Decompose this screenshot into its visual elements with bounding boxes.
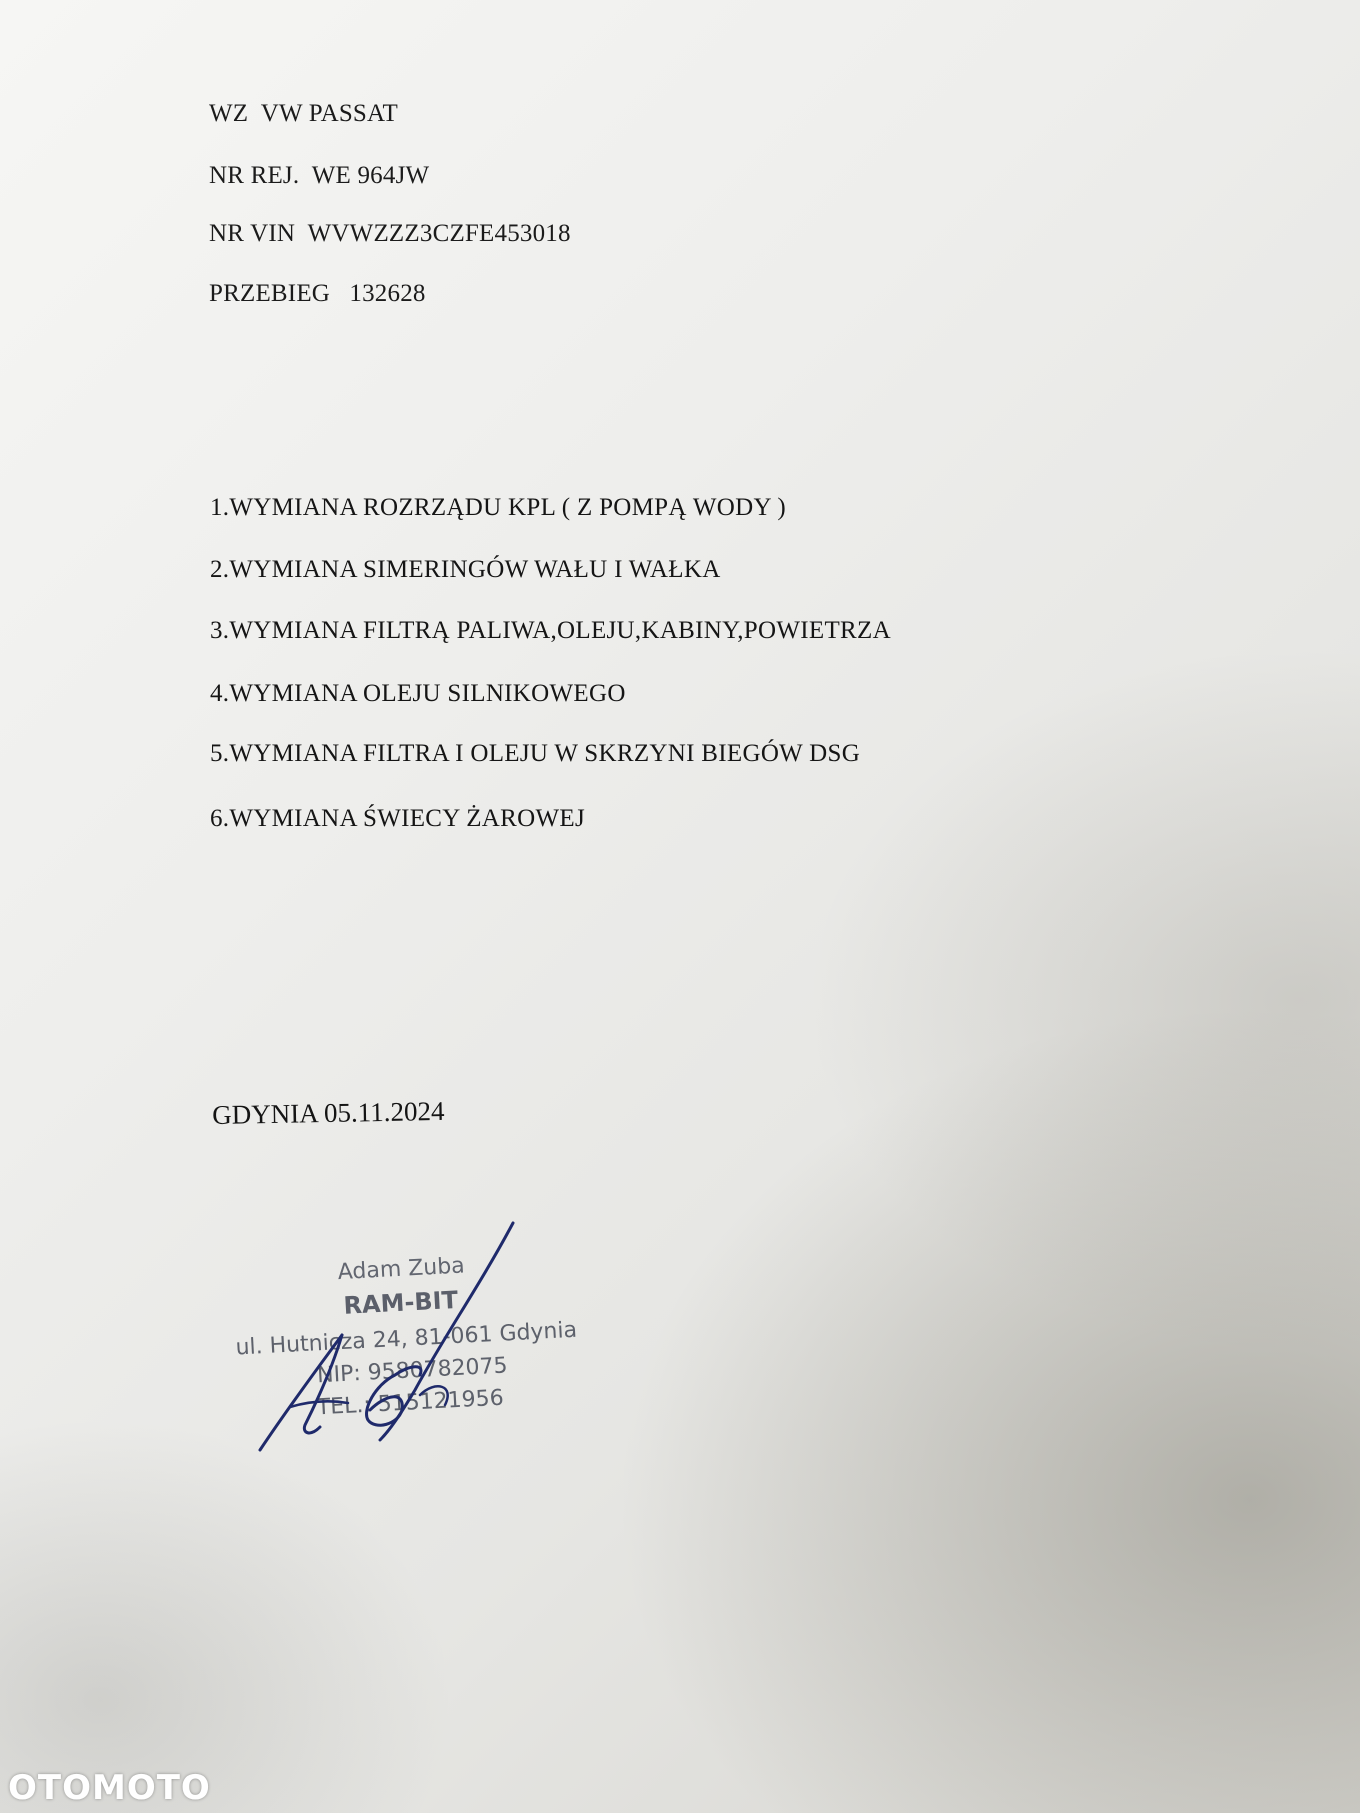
stamp-nip: NIP: 9580782075	[316, 1353, 509, 1389]
stamp-company: RAM-BIT	[342, 1285, 459, 1320]
mileage-line: PRZEBIEG 132628	[209, 280, 426, 307]
service-item: 2.WYMIANA SIMERINGÓW WAŁU I WAŁKA	[210, 556, 721, 583]
service-item: 5.WYMIANA FILTRA I OLEJU W SKRZYNI BIEGÓW DSG	[210, 740, 861, 767]
otomoto-watermark: OTOMOTO	[8, 1768, 211, 1808]
service-item: 6.WYMIANA ŚWIECY ŻAROWEJ	[210, 805, 585, 832]
stamp-name: Adam Zuba	[337, 1253, 466, 1286]
service-item: 4.WYMIANA OLEJU SILNIKOWEGO	[210, 680, 626, 707]
place-date: GDYNIA 05.11.2024	[212, 1095, 445, 1130]
stamp-tel: TEL.: 515121956	[316, 1385, 505, 1421]
service-item: 1.WYMIANA ROZRZĄDU KPL ( Z POMPĄ WODY )	[210, 494, 787, 521]
stamp-address: ul. Hutnicza 24, 81-061 Gdynia	[234, 1317, 578, 1361]
service-item: 3.WYMIANA FILTRĄ PALIWA,OLEJU,KABINY,POWIETRZA	[210, 617, 891, 644]
vin-line: NR VIN WVWZZZ3CZFE453018	[209, 220, 571, 247]
handwritten-signature	[250, 1215, 530, 1455]
vehicle-model-line: WZ VW PASSAT	[209, 100, 398, 127]
registration-number-line: NR REJ. WE 964JW	[209, 162, 430, 189]
